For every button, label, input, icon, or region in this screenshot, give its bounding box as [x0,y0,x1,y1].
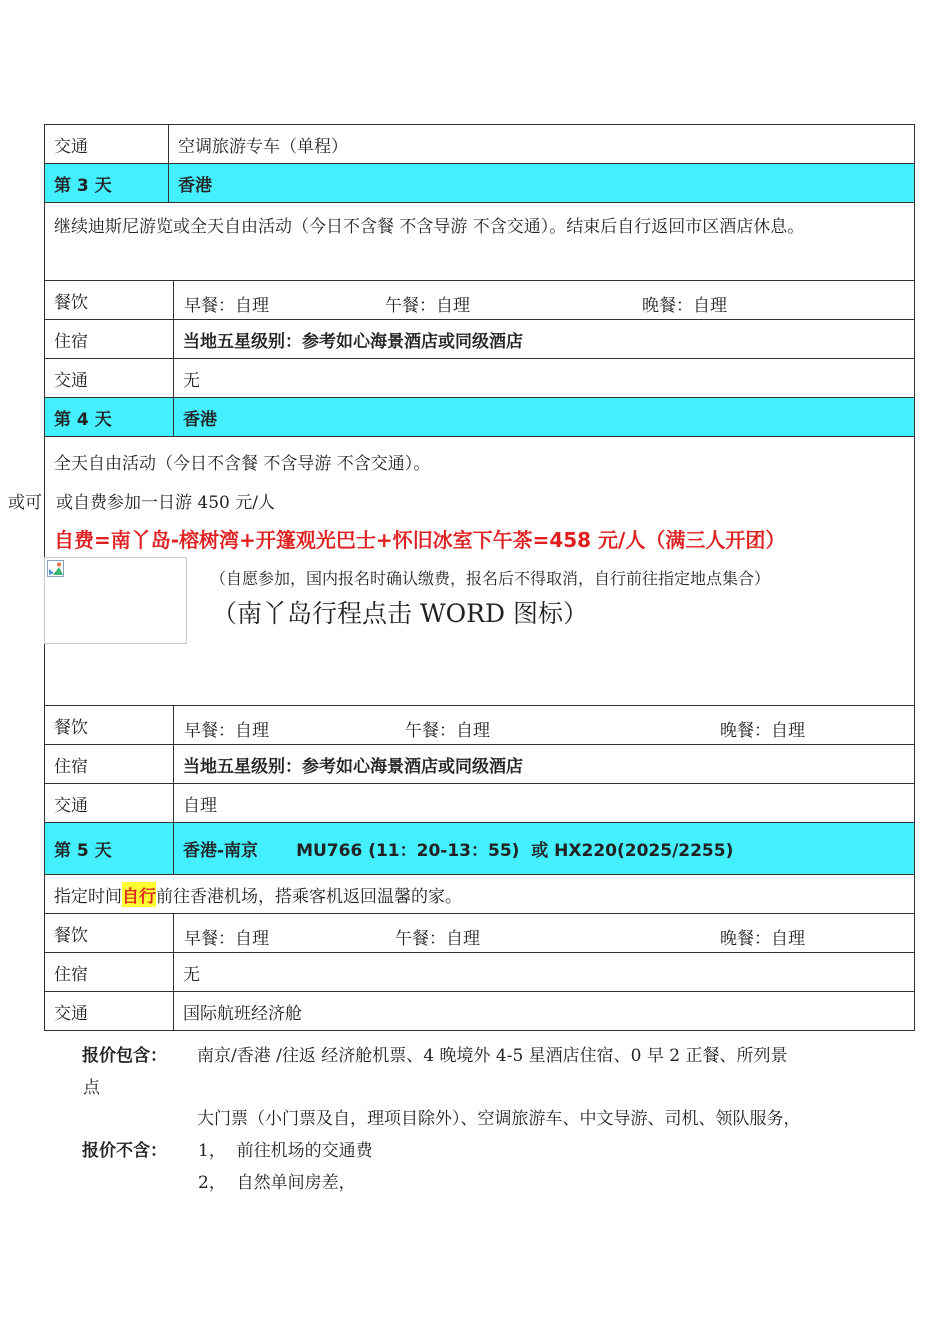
lunch: 午餐：自理 [405,721,490,741]
meals-row [44,914,915,953]
day-label: 第 4 天 [45,398,174,436]
row-value: 空调旅游专车（单程） [178,136,348,157]
optional-tour-note: （自愿参加，国内报名时确认缴费，报名后不得取消，自行前往指定地点集合） [210,569,771,588]
excludes-item: 1， 前往机场的交通费 [198,1141,373,1161]
dinner: 晚餐：自理 [720,929,805,949]
hotel-row [44,953,915,992]
desc-before: 指定时间 [54,886,122,907]
day-label: 第 5 天 [45,823,174,874]
word-document-icon[interactable] [44,557,187,644]
lunch: 午餐：自理 [395,929,480,949]
hotel-row [44,745,915,784]
breakfast: 早餐：自理 [184,296,269,316]
day-header-5 [44,823,915,875]
desc-highlight: 自行 [122,882,156,907]
day5-description [45,875,914,913]
row-label: 餐饮 [45,706,174,744]
lunch: 午餐：自理 [385,296,470,316]
transport-row [44,359,915,398]
transport-row [44,992,915,1031]
row-label: 住宿 [45,320,174,358]
row-value: 当地五星级别：参考如心海景酒店或同级酒店 [183,331,523,352]
day-header-3 [44,164,915,203]
day-place: 香港-南京 [183,841,259,861]
day4-line1: 全天自由活动（今日不含餐 不含导游 不含交通）。 [54,454,431,474]
day-description: 继续迪斯尼游览或全天自由活动（今日不含餐 不含导游 不含交通）。结束后自行返回市区酒店休息。 [44,203,915,281]
row-value: 无 [183,964,200,985]
day4-line2-prefix: 或可 [8,493,42,513]
breakfast: 早餐：自理 [184,929,269,949]
row-label: 交通 [45,784,174,822]
day-label: 第 3 天 [45,164,169,202]
row-value: 当地五星级别：参考如心海景酒店或同级酒店 [183,756,523,777]
broken-image-icon [47,560,65,578]
flight-info: MU766 (11：20-13：55) 或 HX220(2025/2255) [296,841,734,861]
includes-line1: 南京/香港 /往返 经济舱机票、4 晚境外 4-5 星酒店住宿、0 早 2 正餐、所列景 [197,1046,788,1066]
breakfast: 早餐：自理 [184,721,269,741]
day-header-4 [44,398,915,437]
desc-after: 前往香港机场，搭乘客机返回温馨的家。 [156,886,462,907]
row-label: 交通 [45,992,174,1030]
row-label: 交通 [45,359,174,397]
day-place-and-flights [174,823,914,874]
row-label: 住宿 [45,953,174,991]
row-label: 住宿 [45,745,174,783]
includes-wrap: 点 [83,1078,100,1098]
day-place: 香港 [183,409,217,430]
hotel-row [44,320,915,359]
dinner: 晚餐：自理 [642,296,727,316]
day-description [44,875,915,914]
transport-row [44,125,915,164]
row-label: 餐饮 [45,281,174,319]
day-place: 香港 [178,175,212,196]
row-value: 无 [183,370,200,391]
row-label: 餐饮 [45,914,174,952]
meals-row [44,706,915,745]
excludes-item: 2， 自然单间房差， [198,1173,356,1193]
day4-line2: 或自费参加一日游 450 元/人 [56,493,275,513]
dinner: 晚餐：自理 [720,721,805,741]
transport-row [44,784,915,823]
includes-line2: 大门票（小门票及自，理项目除外）、空调旅游车、中文导游、司机、领队服务， [197,1109,801,1129]
row-value: 国际航班经济舱 [183,1003,302,1024]
row-label: 交通 [45,125,169,163]
row-value: 自理 [183,795,217,816]
meals-row [44,281,915,320]
includes-label: 报价包含： [82,1046,167,1066]
excludes-label: 报价不含： [82,1141,167,1161]
word-icon-hint: （南丫岛行程点击 WORD 图标） [212,599,588,628]
optional-tour-price: 自费=南丫岛-榕树湾+开篷观光巴士+怀旧冰室下午茶=458 元/人（满三人开团） [54,528,786,552]
